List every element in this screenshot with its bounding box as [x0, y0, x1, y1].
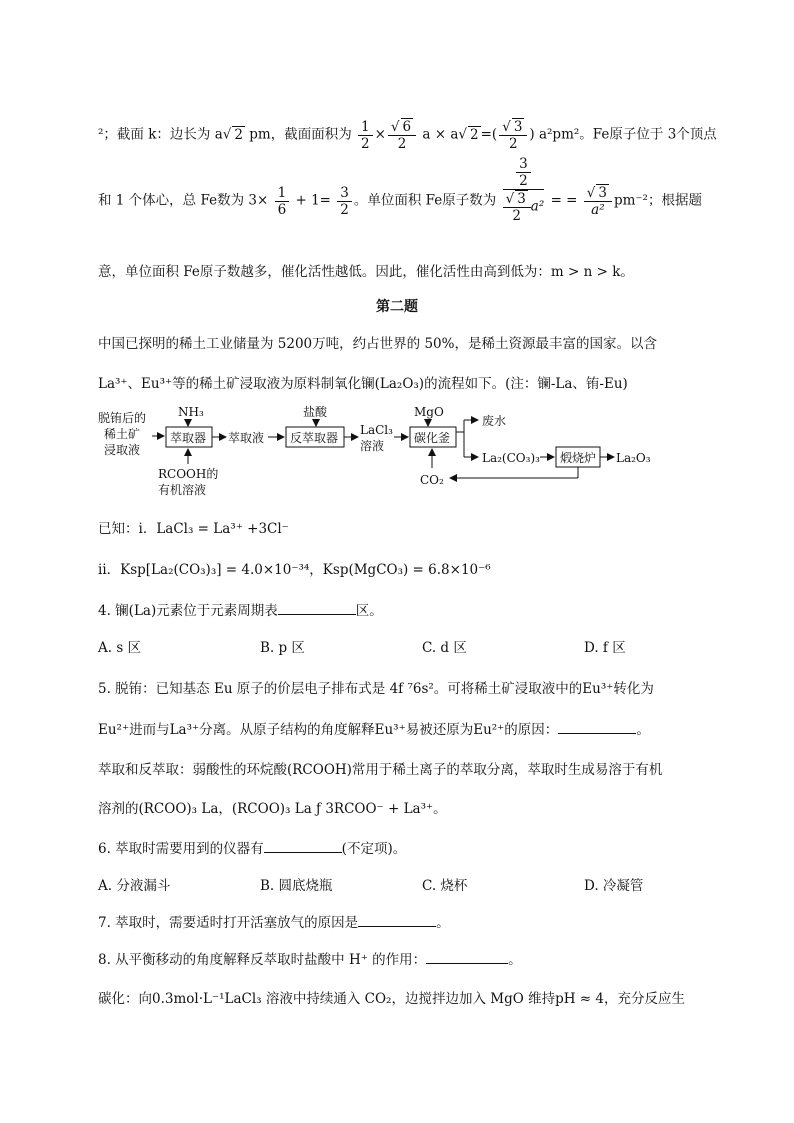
question-5-line-2	[98, 718, 650, 738]
option-c[interactable]: C. 烧杯	[422, 878, 468, 894]
intro-line-1: 中国已探明的稀土工业储量为 5200万吨，约占世界的 50%，是稀土资源最丰富的国家。以含	[98, 336, 657, 352]
intro-line-2: La³⁺、Eu³⁺等的稀土矿浸取液为原料制氧化镧(La₂O₃)的流程如下。(注：镧-La、铕-Eu)	[98, 376, 628, 392]
question-text: Eu²⁺进而与La³⁺分离。从原子结构的角度解释Eu³⁺易被还原为Eu²⁺的原因：	[98, 722, 559, 738]
extraction-line-1: 萃取和反萃取：弱酸性的环烷酸(RCOOH)常用于稀土离子的萃取分离，萃取时生成易溶于有机	[98, 762, 663, 778]
answer-blank[interactable]	[278, 602, 356, 615]
flow-start-label: 稀土矿	[104, 427, 141, 441]
flow-box-label: 碳化釜	[414, 431, 451, 445]
flow-product: La₂O₃	[616, 451, 651, 465]
compound-fraction: $\frac{3}{2}$ $\frac{√ 3}{2}$ a²	[503, 156, 545, 224]
question-text: 4. 镧(La)元素位于元素周期表	[98, 603, 278, 619]
question-5-line-1: 5. 脱铕：已知基态 Eu 原子的价层电子排布式是 4f ⁷6s²。可将稀土矿浸取液中的Eu³⁺转化为	[98, 681, 654, 697]
flow-start-label: 脱铕后的	[98, 411, 147, 425]
fraction: $\frac{3}{2}$	[337, 185, 352, 218]
text-segment: a	[214, 126, 223, 143]
flow-reagent-rcooh: RCOOH的	[158, 467, 219, 481]
flow-recycle-co2: CO₂	[420, 473, 444, 487]
flow-box-label: 反萃取器	[290, 431, 339, 445]
question-4	[98, 599, 383, 619]
continuation-line-1: ²；截面 k：边长为 a√ 2 pm，截面面积为 $\frac{1}{2}$ × $\frac{√ 6}{2}$ a × a√ 2 =( $\frac{√ 3}{2}$ ) a²pm²。Fe原子位于 3个顶点	[98, 118, 717, 152]
section-title: 第二题	[376, 299, 418, 315]
known-line-1: 已知：ⅰ．LaCl₃ = La³⁺ +3Cl⁻	[98, 521, 289, 537]
fraction: $\frac{√ 3}{\text{a²}}$	[584, 184, 612, 218]
text-segment: ²；截面 k：边长为	[98, 126, 211, 143]
question-6-options	[98, 874, 643, 894]
flow-box-label: 萃取器	[170, 431, 207, 445]
flow-reagent-hcl: 盐酸	[303, 405, 328, 419]
fraction: $\frac{√ 6}{2}$	[388, 118, 416, 152]
known-line-2: ⅱ．Ksp[La₂(CO₃)₃] = 4.0×10⁻³⁴，Ksp(MgCO₃) = 6.8×10⁻⁶	[98, 562, 491, 578]
question-text: 。	[436, 915, 450, 931]
answer-blank[interactable]	[426, 951, 508, 964]
question-6	[98, 837, 406, 857]
answer-blank[interactable]	[558, 721, 636, 734]
fraction: $\frac{1}{6}$	[275, 185, 290, 218]
option-b[interactable]: B. 圆底烧瓶	[260, 878, 333, 894]
extraction-line-2: 溶剂的(RCOO)₃ La，(RCOO)₃ La ƒ 3RCOO⁻ + La³⁺。	[98, 801, 447, 817]
sqrt-term: 2	[234, 126, 243, 143]
text-segment: ) a²pm²。Fe原子位于 3个顶点	[529, 126, 717, 143]
continuation-line-2	[98, 156, 702, 224]
text-segment: pm，截面面积为	[249, 126, 352, 143]
answer-blank[interactable]	[358, 914, 436, 927]
text-segment: + 1=	[295, 192, 331, 209]
text-segment: 和 1 个体心，总 Fe数为 3×	[98, 192, 269, 209]
text-segment: = =	[550, 192, 578, 209]
question-text: 6. 萃取时需要用到的仪器有	[98, 841, 264, 857]
option-b[interactable]: B. p 区	[260, 640, 305, 656]
question-text: (不定项)。	[341, 841, 407, 857]
fraction: $\frac{1}{2}$	[358, 119, 373, 152]
flow-reagent-rcooh: 有机溶液	[158, 483, 207, 497]
sqrt-term: 2	[470, 126, 479, 143]
question-text: 8. 从平衡移动的角度解释反萃取时盐酸中 H⁺ 的作用：	[98, 952, 427, 968]
text-segment: 。单位面积 Fe原子数为	[353, 192, 497, 209]
question-text: 区。	[355, 603, 383, 619]
text-segment: pm⁻²；根据题	[613, 192, 702, 209]
question-text: 7. 萃取时，需要适时打开活塞放气的原因是	[98, 915, 359, 931]
option-d[interactable]: D. 冷凝管	[584, 878, 644, 894]
question-text: 。	[508, 952, 522, 968]
flow-start-label: 浸取液	[104, 443, 141, 457]
text-segment: a × a	[422, 126, 459, 143]
flow-reagent-nh3: NH₃	[178, 405, 204, 419]
option-c[interactable]: C. d 区	[422, 640, 467, 656]
option-d[interactable]: D. f 区	[584, 640, 626, 656]
flow-intermediate: LaCl₃	[360, 423, 393, 437]
question-text: 。	[636, 722, 650, 738]
answer-blank[interactable]	[264, 840, 342, 853]
question-8	[98, 948, 522, 968]
flow-intermediate: 溶液	[360, 439, 385, 453]
option-a[interactable]: A. 分液漏斗	[98, 878, 171, 894]
flow-output-waste: 废水	[482, 414, 507, 428]
flow-intermediate: 萃取液	[228, 431, 265, 445]
option-a[interactable]: A. s 区	[98, 640, 142, 656]
flow-intermediate: La₂(CO₃)₃	[482, 451, 540, 465]
continuation-line-3: 意，单位面积 Fe原子数越多，催化活性越低。因此，催化活性由高到低为：m > n > k。	[98, 264, 634, 280]
carbonization-line: 碳化：向0.3mol·L⁻¹LaCl₃ 溶液中持续通入 CO₂，边搅拌边加入 MgO 维持pH ≈ 4，充分反应生	[98, 991, 685, 1007]
flow-reagent-mgo: MgO	[414, 405, 444, 419]
question-7	[98, 911, 450, 931]
question-4-options	[98, 636, 626, 656]
flow-box-label: 煅烧炉	[560, 451, 597, 465]
fraction: $\frac{√ 3}{2}$	[499, 118, 527, 152]
process-flow-diagram	[96, 402, 696, 506]
